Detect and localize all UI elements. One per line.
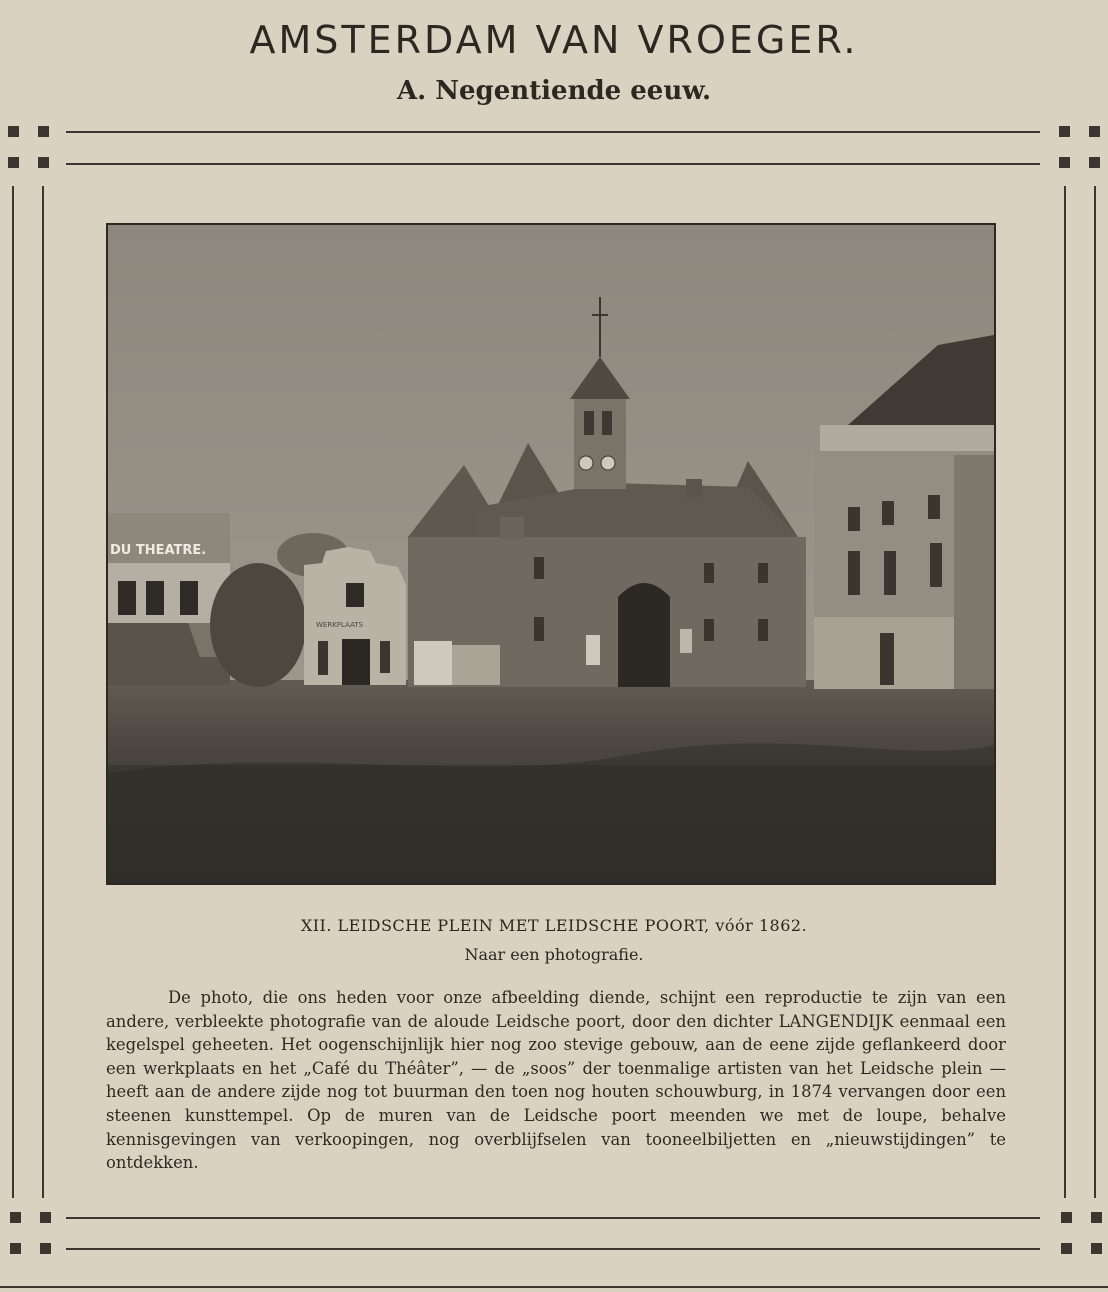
corner-ornament <box>1059 157 1070 168</box>
page-subtitle: A. Negentiende eeuw. <box>396 76 712 106</box>
corner-ornament <box>1061 1212 1072 1223</box>
photo-caption: XII. LEIDSCHE PLEIN MET LEIDSCHE POORT, vóór 1862. <box>300 916 808 935</box>
corner-ornament <box>8 157 19 168</box>
corner-ornament <box>40 1212 51 1223</box>
corner-ornament <box>10 1212 21 1223</box>
corner-ornament <box>38 126 49 137</box>
corner-ornament <box>1061 1243 1072 1254</box>
right-rule-1 <box>1064 186 1066 1198</box>
photo-caption-source: Naar een photografie. <box>464 945 644 964</box>
corner-ornament <box>1091 1212 1102 1223</box>
cafe-building <box>108 513 230 685</box>
right-rule-2 <box>1094 186 1096 1198</box>
bottom-rule-2 <box>66 1248 1040 1250</box>
page-title: AMSTERDAM VAN VROEGER. <box>249 18 859 62</box>
corner-ornament <box>8 126 19 137</box>
corner-ornament <box>38 157 49 168</box>
workshop-sign: WERKPLAATS <box>316 621 364 629</box>
theatre-sign: DU THEATRE. <box>110 543 207 558</box>
page-edge-rule <box>0 1286 1108 1288</box>
corner-ornament <box>1089 126 1100 137</box>
workshop-house <box>304 547 406 685</box>
corner-ornament <box>1091 1243 1102 1254</box>
top-rule-2 <box>66 163 1040 165</box>
historic-photograph <box>106 223 996 885</box>
left-rule-2 <box>42 186 44 1198</box>
left-rule-1 <box>12 186 14 1198</box>
corner-ornament <box>1089 157 1100 168</box>
top-rule-1 <box>66 131 1040 133</box>
corner-ornament <box>10 1243 21 1254</box>
article-paragraph: De photo, die ons heden voor onze afbeelding diende, schijnt een reproductie te zijn van een andere, verbleekte photografie van de aloude Leidsche poort, door den dichter LANGENDIJK eenmaal een kegelspel geheeten. Het oogenschijnlijk hier nog zoo stevige gebouw, aan de eene zijde geflankeerd door een werkplaats en het „Café du Théâter”, — de „soos” der toenmalige artisten van het Leidsche plein — heeft aan de andere zijde nog tot buurman den toen nog houten schouwburg, in 1874 vervangen door een steenen kunsttempel. Op de muren van de Leidsche poort meenden we met de loupe, behalve kennisgevingen van verkoopingen, nog overblijfselen van tooneelbiljetten en „nieuwstijdingen” te ontdekken. <box>106 988 1006 1173</box>
photo-illustration <box>108 225 994 883</box>
bottom-rule-1 <box>66 1217 1040 1219</box>
corner-ornament <box>1059 126 1070 137</box>
corner-ornament <box>40 1243 51 1254</box>
